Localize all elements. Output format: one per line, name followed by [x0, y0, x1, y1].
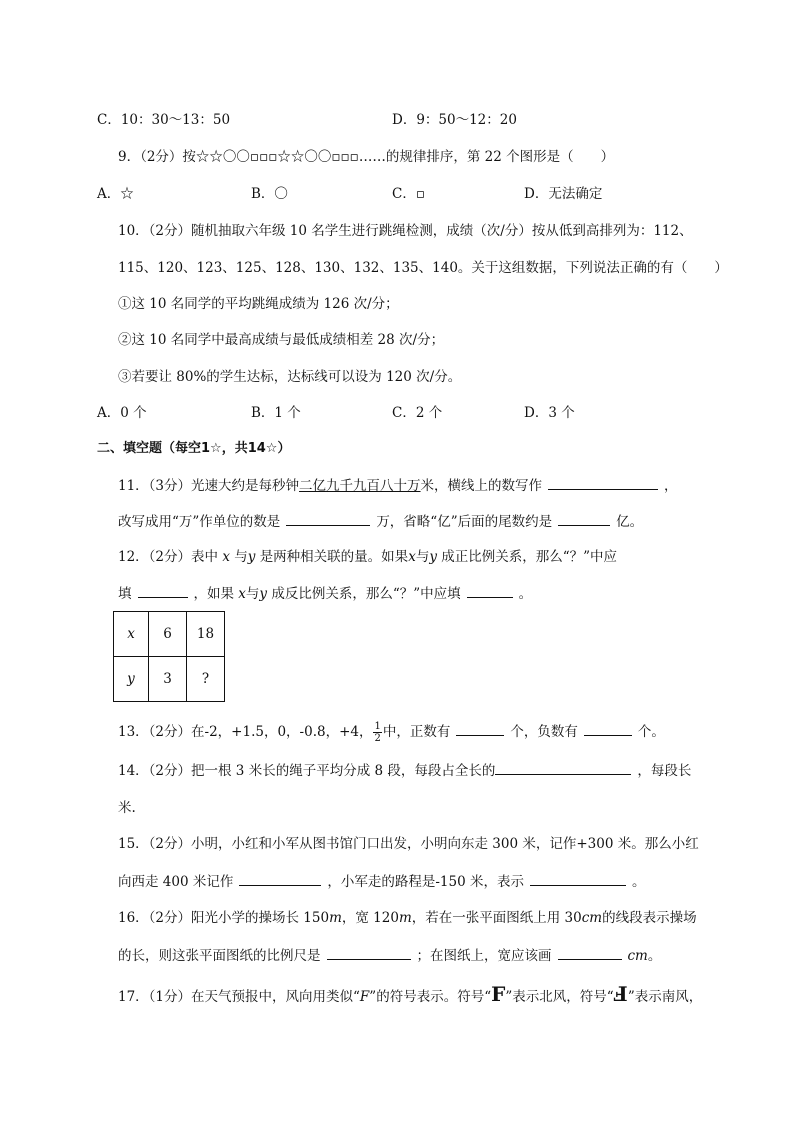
- q13-d: 个。: [637, 724, 665, 740]
- q10-option-c: C．2 个: [392, 405, 443, 421]
- q12-line2-a: 填: [118, 586, 132, 602]
- q12-c: 是两种相关联的量。如果: [259, 549, 409, 565]
- q15-blank-2[interactable]: [530, 871, 626, 886]
- q12-x: x: [222, 549, 230, 565]
- q10-stem-line1: 10．（2分）随机抽取六年级 10 名学生进行跳绳检测，成绩（次/分）按从低到高排列为：112、: [118, 223, 693, 239]
- q13-c: 个，负数有: [510, 724, 578, 740]
- q11-blank-1[interactable]: [548, 475, 658, 490]
- q17-c: ”表示北风，符号“: [505, 989, 614, 1005]
- q12-line1: [118, 547, 617, 567]
- q16-unit-cm1: cm: [581, 910, 603, 926]
- q10-option-d: D．3 个: [524, 405, 575, 421]
- q17-a: 17．（1分）在天气预报中，风向用类似“: [118, 989, 360, 1005]
- q14-b: ，每段长: [637, 763, 692, 779]
- q12-y: y: [247, 549, 256, 565]
- q16-b: ，宽 120: [341, 910, 399, 926]
- q12-blank-2[interactable]: [467, 583, 513, 598]
- q14-line1: [118, 760, 691, 781]
- q12-y-3: y: [259, 586, 268, 602]
- q13-fraction: [373, 721, 381, 744]
- table-cell: 6: [149, 612, 187, 657]
- table-cell: 18: [187, 612, 225, 657]
- q9-option-d: D．无法确定: [524, 186, 603, 202]
- q12-b-3: 与: [245, 586, 260, 602]
- q14-a: 14．（2分）把一根 3 米长的绳子平均分成 8 段，每段占全长的: [118, 763, 496, 779]
- q11-line2-c: 亿。: [616, 514, 644, 530]
- q14-line2: [118, 797, 136, 818]
- q14-blank-1[interactable]: [495, 760, 631, 775]
- q9-option-c: C．▫: [392, 186, 425, 202]
- south-wind-symbol-icon: Ⅎ: [613, 982, 628, 1006]
- q12-a: 12．（2分）表中: [118, 549, 219, 565]
- q17-f-italic: F: [359, 989, 370, 1005]
- q13-line: [118, 719, 665, 745]
- q12-b-2: 与: [415, 549, 430, 565]
- q16-unit-m2: m: [398, 910, 412, 926]
- q15-line2-b: ，小军走的路程是-150 米，表示: [327, 874, 524, 890]
- q16-line2-a: 的长，则这张平面图纸的比例尺是: [118, 948, 321, 964]
- q11-mid: 米，横线上的数写作: [420, 478, 543, 494]
- q12-table: [113, 611, 225, 702]
- table-cell: y: [114, 657, 149, 702]
- q9-stem: 9．（2分）按☆☆〇〇▫▫▫☆☆〇〇▫▫▫……的规律排序，第 22 个图形是（ ）: [118, 149, 615, 165]
- q16-unit-cm2: cm: [627, 948, 648, 964]
- q11-underlined-number: 二亿九千九百八十万: [299, 478, 421, 494]
- q9-option-b: B．〇: [251, 186, 288, 202]
- q12-line2-d: 。: [518, 586, 533, 602]
- q15-line2: [118, 871, 645, 892]
- q12-b: 与: [234, 549, 248, 565]
- q15-line1: 15．（2分）小明，小红和小军从图书馆门口出发，小明向东走 300 米，记作+300 米。那么小红: [118, 836, 699, 852]
- q15-blank-1[interactable]: [239, 871, 321, 886]
- q11-prefix: 11．（3分）光速大约是每秒钟: [118, 478, 300, 494]
- table-row: [114, 657, 225, 702]
- q12-line2-c: 成反比例关系，那么“？”中应填: [271, 586, 461, 602]
- q10-stem-line2: 115、120、123、125、128、130、132、135、140。关于这组数据，下列说法正确的有（ ）: [118, 260, 728, 276]
- q8-option-d: D．9：50～12：20: [392, 112, 517, 128]
- q16-c: ，若在一张平面图纸上用 30: [411, 910, 582, 926]
- q13-frac-num: 1: [374, 721, 381, 732]
- q12-x-3: x: [238, 586, 246, 602]
- q14-line2-text: 米.: [118, 800, 136, 816]
- q11-end: ，: [664, 478, 678, 494]
- q12-x-2: x: [408, 549, 416, 565]
- q17-b: ”的符号表示。符号“: [369, 989, 492, 1005]
- q10-option-a: A．0 个: [97, 405, 147, 421]
- q11-blank-3[interactable]: [558, 511, 610, 526]
- q17-d: ”表示南风，: [627, 989, 703, 1005]
- q16-line2: [118, 945, 661, 966]
- q16-blank-2[interactable]: [558, 945, 622, 960]
- q11-line2-a: 改写成用“万”作单位的数是: [118, 514, 281, 530]
- q15-line2-a: 向西走 400 米记作: [118, 874, 234, 890]
- q11-line2: [118, 511, 643, 532]
- q11-blank-2[interactable]: [286, 511, 370, 526]
- q13-blank-2[interactable]: [584, 721, 632, 736]
- q16-unit-m1: m: [329, 910, 342, 926]
- table-cell: ?: [187, 657, 225, 702]
- q13-frac-den: 2: [374, 733, 381, 744]
- q16-d: 的线段表示操场: [602, 910, 697, 926]
- q10-statement-1: ①这 10 名同学的平均跳绳成绩为 126 次/分；: [118, 296, 399, 312]
- q13-b: 中，正数有: [382, 724, 451, 740]
- q8-option-c: C．10：30～13：50: [97, 112, 231, 128]
- q15-line2-c: 。: [631, 874, 646, 890]
- q17-line1: [118, 981, 702, 1010]
- table-cell: x: [114, 612, 149, 657]
- table-row: [114, 612, 225, 657]
- north-wind-symbol-icon: F: [491, 982, 506, 1006]
- q16-line2-c: 。: [647, 948, 662, 964]
- q12-line2-b: ，如果: [193, 586, 234, 602]
- q16-blank-1[interactable]: [327, 945, 411, 960]
- q12-y-2: y: [429, 549, 437, 565]
- q10-option-b: B．1 个: [251, 405, 301, 421]
- q12-d: 成正比例关系，那么“？”中应: [441, 549, 618, 565]
- q12-line2: [118, 583, 532, 604]
- q13-a: 13．（2分）在-2，+1.5，0，-0.8，+4，: [118, 724, 373, 740]
- q10-statement-3: ③若要让 80%的学生达标，达标线可以设为 120 次/分。: [118, 369, 462, 385]
- q11-line2-b: 万，省略“亿”后面的尾数约是: [376, 514, 553, 530]
- q13-blank-1[interactable]: [456, 721, 504, 736]
- q16-line2-b: ；在图纸上，宽应该画: [416, 948, 552, 964]
- q10-statement-2: ②这 10 名同学中最高成绩与最低成绩相差 28 次/分；: [118, 332, 445, 348]
- section-heading: 二、填空题（每空1☆，共14☆）: [97, 441, 291, 456]
- q16-a: 16．（2分）阳光小学的操场长 150: [118, 910, 330, 926]
- q16-line1: [118, 908, 697, 928]
- table-cell: 3: [149, 657, 187, 702]
- q11-line1: [118, 475, 678, 496]
- q9-option-a: A．☆: [97, 186, 134, 202]
- q12-blank-1[interactable]: [138, 583, 188, 598]
